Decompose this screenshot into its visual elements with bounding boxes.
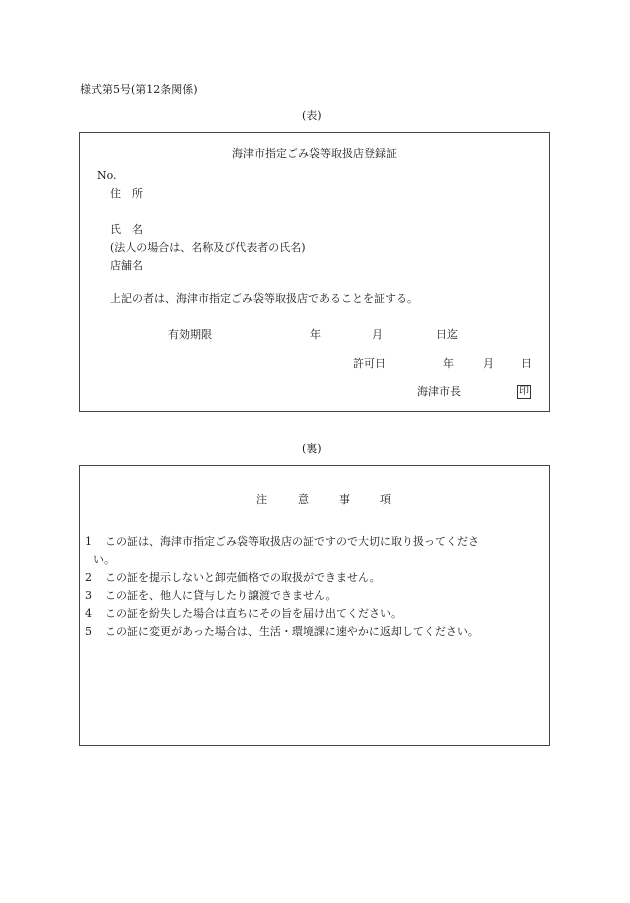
notes-title-char: 意 <box>298 493 309 506</box>
notes-title-char: 注 <box>256 493 267 506</box>
certify-text: 上記の者は、海津市指定ごみ袋等取扱店であることを証する。 <box>110 292 418 305</box>
note-text: この証を紛失した場合は直ちにその旨を届け出てください。 <box>105 607 402 620</box>
name-note: (法人の場合は、名称及び代表者の氏名) <box>110 241 306 254</box>
validity-month: 月 <box>372 328 383 341</box>
validity-label: 有効期限 <box>168 328 212 341</box>
back-side-label: (裏) <box>302 442 322 455</box>
permit-label: 許可日 <box>353 357 386 370</box>
note-number: 5 <box>85 625 92 638</box>
note-number: 4 <box>85 607 92 620</box>
back-notes-box <box>79 465 550 746</box>
mayor-label: 海津市長 <box>417 385 461 398</box>
note-number: 1 <box>85 535 92 548</box>
number-label: No. <box>97 169 117 182</box>
note-number: 2 <box>85 571 92 584</box>
note-text: この証を、他人に貸与したり譲渡できません。 <box>105 589 337 602</box>
note-text-continued: い。 <box>93 553 115 566</box>
certificate-title: 海津市指定ごみ袋等取扱店登録証 <box>232 147 397 160</box>
shop-label: 店舗名 <box>110 259 143 272</box>
note-text: この証を提示しないと卸売価格での取扱ができません。 <box>105 571 381 584</box>
front-certificate-box <box>79 132 550 412</box>
permit-day: 日 <box>521 357 532 370</box>
note-text: この証は、海津市指定ごみ袋等取扱店の証ですので大切に取り扱ってくださ <box>105 535 479 548</box>
mayor-seal-wrapper <box>517 385 531 399</box>
note-number: 3 <box>85 589 92 602</box>
notes-title-char: 事 <box>339 493 350 506</box>
validity-day-until: 日迄 <box>436 328 458 341</box>
note-text: この証に変更があった場合は、生活・環境課に速やかに返却してください。 <box>105 625 479 638</box>
form-label: 様式第5号(第12条関係) <box>80 83 198 96</box>
permit-month: 月 <box>483 357 494 370</box>
mayor-seal: 印 <box>519 386 529 397</box>
front-side-label: (表) <box>302 109 322 122</box>
name-label: 氏 名 <box>110 223 143 236</box>
address-label: 住 所 <box>110 187 143 200</box>
validity-year: 年 <box>310 328 321 341</box>
notes-title-char: 項 <box>380 493 391 506</box>
permit-year: 年 <box>443 357 454 370</box>
